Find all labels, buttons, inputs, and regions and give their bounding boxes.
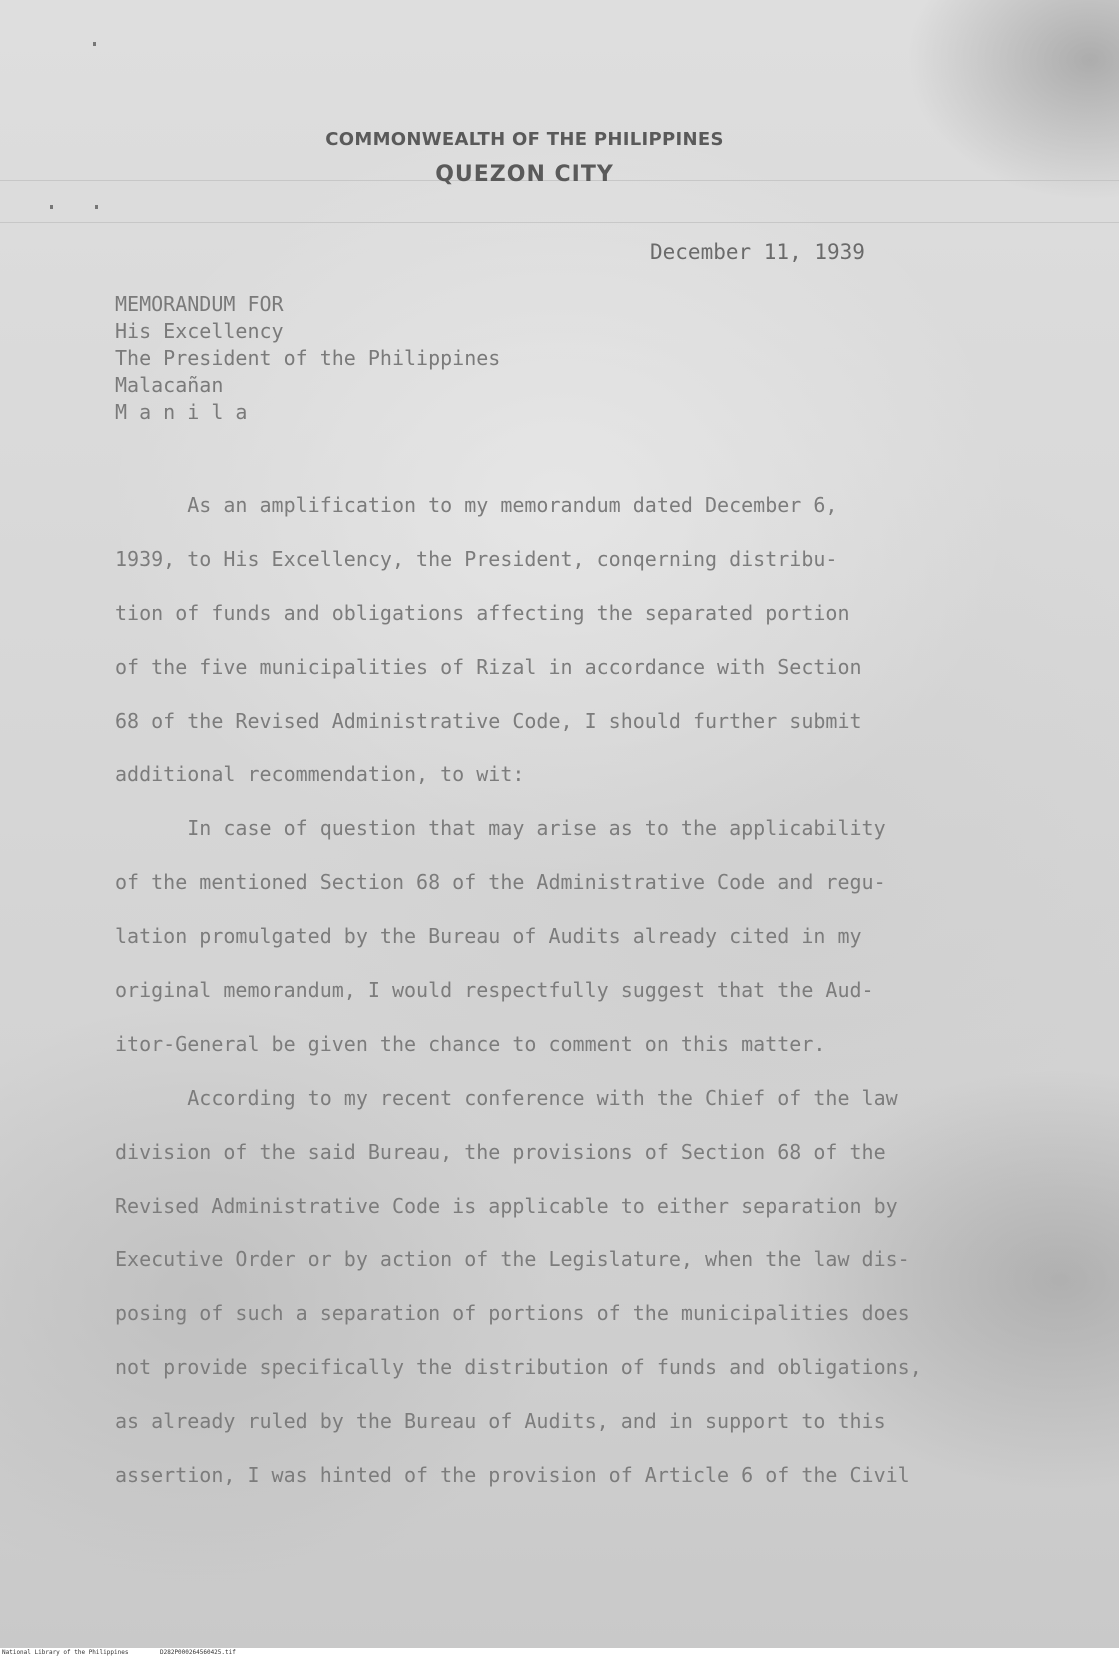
body-line: itor-General be given the chance to comment on this matter. [115,1031,826,1056]
body-line: as already ruled by the Bureau of Audits, and in support to this [115,1409,886,1434]
body-line: of the five municipalities of Rizal in accordance with Section [115,654,862,679]
address-line: M a n i l a [115,400,248,424]
paper-speck [95,205,98,209]
body-line: assertion, I was hinted of the provision of Article 6 of the Civil [115,1463,910,1488]
body-line: additional recommendation, to wit: [115,762,525,787]
footer-file-id: D282P000264560425.tif [160,1649,236,1656]
memo-body [115,479,1045,1503]
letterhead-line1: COMMONWEALTH OF THE PHILIPPINES [325,129,724,150]
letterhead-line2: QUEZON CITY [435,162,614,187]
address-line: Malacañan [115,373,224,397]
fold-line [0,222,1119,223]
body-line: Executive Order or by action of the Legislature, when the law dis- [115,1247,910,1272]
scan-footer [0,1648,1119,1658]
body-line: original memorandum, I would respectfully suggest that the Aud- [115,978,874,1003]
body-line: 1939, to His Excellency, the President, conqerning distribu- [115,546,838,571]
memo-date: December 11, 1939 [650,240,865,264]
body-line: division of the said Bureau, the provisions of Section 68 of the [115,1139,886,1164]
body-line: tion of funds and obligations affecting the separated portion [115,600,850,625]
address-block [115,291,500,426]
body-line: In case of question that may arise as to the applicability [115,816,886,841]
address-line: MEMORANDUM FOR [115,292,284,316]
paper-speck [93,42,96,46]
body-line: of the mentioned Section 68 of the Administrative Code and regu- [115,870,886,895]
body-line: not provide specifically the distribution of funds and obligations, [115,1355,922,1380]
address-line: His Excellency [115,319,284,343]
body-line: As an amplification to my memorandum dated December 6, [115,493,838,517]
address-line: The President of the Philippines [115,346,501,370]
footer-library: National Library of the Philippines [2,1649,129,1656]
body-line: posing of such a separation of portions of the municipalities does [115,1301,910,1326]
body-line: Revised Administrative Code is applicable to either separation by [115,1193,898,1218]
body-line: According to my recent conference with the Chief of the law [115,1085,898,1110]
body-line: 68 of the Revised Administrative Code, I should further submit [115,708,862,733]
body-line: lation promulgated by the Bureau of Audits already cited in my [115,924,862,949]
paper-speck [50,205,53,209]
